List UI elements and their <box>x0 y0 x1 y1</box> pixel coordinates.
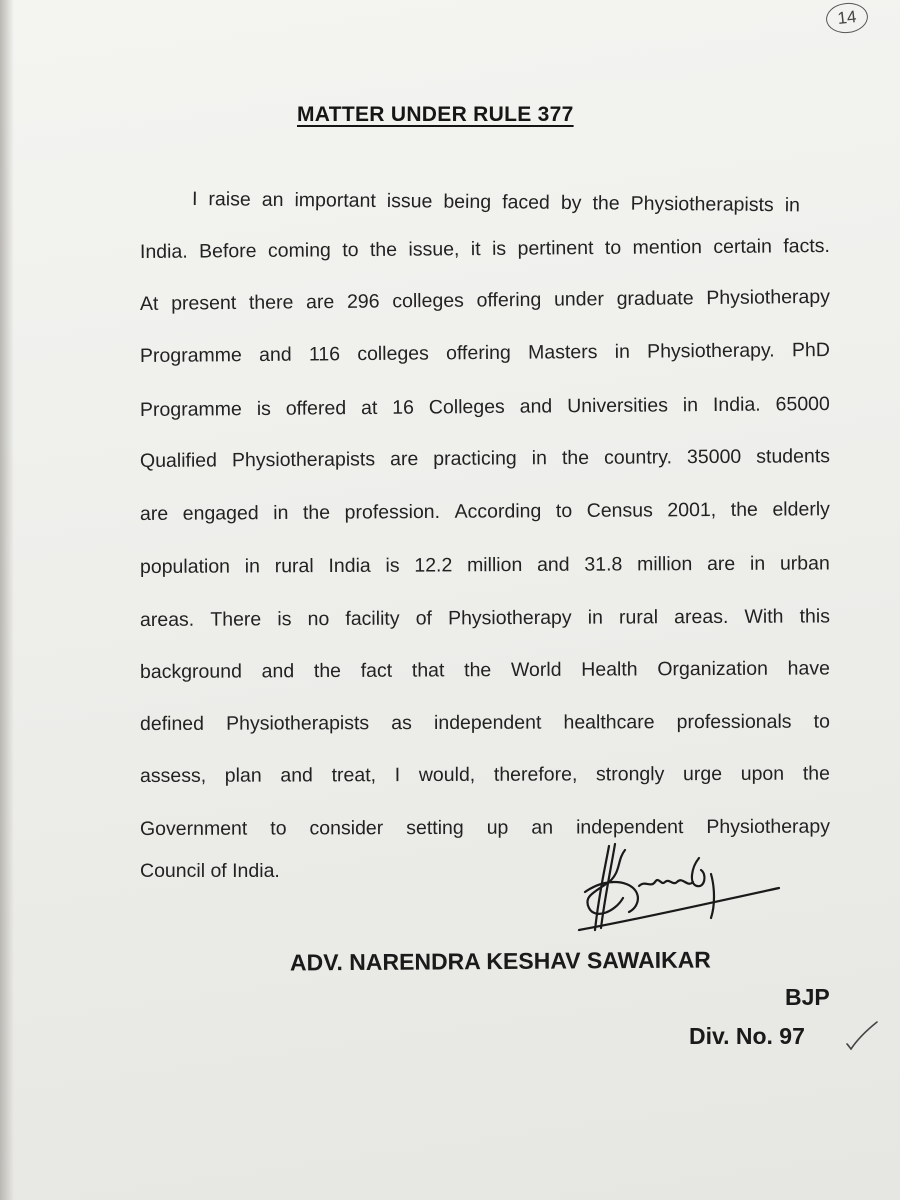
body-word: it <box>470 238 481 261</box>
body-word: is <box>277 608 292 631</box>
body-word: are <box>389 448 419 471</box>
body-word: Health <box>581 658 638 681</box>
body-word: elderly <box>772 498 830 521</box>
body-word: offering <box>476 288 542 312</box>
body-word: in <box>784 194 801 217</box>
body-word: India. <box>712 393 761 416</box>
body-word: there <box>248 291 294 314</box>
body-line <box>140 339 830 371</box>
body-word: population <box>139 555 231 578</box>
body-word: 31.8 <box>584 553 623 576</box>
body-word: Physiotherapy. <box>647 339 775 363</box>
body-word: mention <box>632 236 703 259</box>
body-word: PhD <box>791 338 830 362</box>
body-word: important <box>294 189 376 212</box>
body-word: are <box>139 502 169 525</box>
body-word: and <box>261 660 295 683</box>
body-word: Before <box>199 239 257 263</box>
signatory-name: ADV. NARENDRA KESHAV SAWAIKAR <box>289 946 711 976</box>
body-word: 16 <box>392 396 415 419</box>
body-word: colleges <box>357 342 429 366</box>
body-word: issue, <box>408 238 460 261</box>
body-word: independent <box>433 711 542 734</box>
body-word: an <box>261 188 284 211</box>
body-word: Organization <box>657 657 768 681</box>
body-word: profession. <box>344 500 441 524</box>
body-word: engaged <box>182 502 259 525</box>
body-word: and <box>280 764 313 787</box>
body-word: the <box>302 501 331 524</box>
division-number: Div. No. 97 <box>689 1023 805 1049</box>
body-word: and <box>536 553 570 576</box>
body-word: Census <box>586 499 653 522</box>
body-word: Programme <box>139 398 242 421</box>
body-word: therefore, <box>493 763 578 786</box>
body-line: Council of India. <box>140 860 280 882</box>
body-word: defined <box>139 712 205 735</box>
body-word: setting <box>406 816 464 840</box>
body-word: 2001, <box>667 498 717 522</box>
body-line <box>140 657 830 687</box>
body-word: fact <box>360 659 393 682</box>
body-word: that <box>411 659 445 682</box>
body-word: is <box>491 237 507 260</box>
body-word: consider <box>309 817 384 840</box>
body-word: According <box>454 500 542 523</box>
body-word: plan <box>224 764 262 787</box>
body-word: strongly <box>595 763 665 786</box>
body-word: upon <box>740 762 785 785</box>
body-word: treat, <box>331 764 377 787</box>
body-word: are <box>707 552 736 576</box>
body-word: no <box>307 608 330 631</box>
body-word: urge <box>682 762 723 786</box>
body-word: the <box>313 659 342 683</box>
body-word: India. <box>139 240 188 263</box>
body-word: colleges <box>392 289 464 313</box>
body-word: this <box>799 605 830 628</box>
body-line <box>140 552 830 582</box>
check-mark-icon <box>843 1018 879 1052</box>
body-line <box>140 711 830 739</box>
body-line <box>140 286 830 319</box>
body-word: in <box>749 552 766 575</box>
body-word: Physiotherapists <box>231 448 376 472</box>
body-word: to <box>813 710 830 733</box>
body-word: 65000 <box>775 392 830 416</box>
body-line <box>192 188 800 220</box>
body-word: certain <box>713 235 772 258</box>
body-word: is <box>385 554 400 577</box>
body-word: million <box>636 553 693 576</box>
body-word: assess, <box>139 764 207 787</box>
body-word: raise <box>208 188 251 211</box>
body-word: and <box>259 343 292 366</box>
body-word: Programme <box>139 344 242 367</box>
body-word: the <box>464 659 492 682</box>
body-word: Government <box>139 817 248 840</box>
body-word: in <box>682 394 699 417</box>
body-word: million <box>466 553 523 577</box>
body-word: urban <box>779 552 830 575</box>
body-word: as <box>391 712 412 735</box>
body-word: in <box>614 340 630 363</box>
body-word: the <box>802 762 830 785</box>
body-line <box>140 393 830 425</box>
body-word: graduate <box>616 287 694 311</box>
body-word: rural <box>274 555 314 578</box>
body-word: present <box>171 291 237 315</box>
body-word: Physiotherapy <box>706 285 831 310</box>
body-word: 35000 <box>686 445 742 469</box>
body-word: Physiotherapists <box>226 712 370 735</box>
body-word: Qualified <box>139 449 218 472</box>
body-word: in <box>244 555 260 578</box>
body-word: World <box>510 658 562 682</box>
body-word: At <box>139 292 159 315</box>
body-word: rural <box>618 606 659 629</box>
body-word: With <box>744 605 784 628</box>
body-word: healthcare <box>563 711 655 734</box>
body-word: an <box>531 816 554 839</box>
signatory-party: BJP <box>785 984 830 1010</box>
body-word: are <box>305 290 335 314</box>
body-word: of <box>415 607 432 630</box>
body-word: areas. <box>139 608 195 631</box>
body-word: to <box>342 239 359 262</box>
body-line <box>140 605 830 635</box>
body-word: being <box>443 190 492 214</box>
body-word: facility <box>345 607 400 630</box>
body-word: offering <box>445 341 511 365</box>
page-number: 14 <box>825 1 870 35</box>
body-word: 12.2 <box>414 554 453 577</box>
body-word: I <box>191 188 198 211</box>
body-word: background <box>139 660 242 683</box>
body-word: the <box>369 238 398 261</box>
body-word: is <box>256 397 271 420</box>
body-line <box>140 498 830 529</box>
body-word: I <box>394 764 401 787</box>
page-edge-shadow <box>0 0 14 1200</box>
body-word: Colleges <box>428 395 505 419</box>
body-line <box>140 235 830 267</box>
body-word: the <box>592 192 620 215</box>
body-word: areas. <box>674 605 729 629</box>
body-word: offered <box>285 397 347 420</box>
body-word: 296 <box>346 290 380 313</box>
document-title: MATTER UNDER RULE 377 <box>297 103 574 126</box>
body-word: independent <box>576 816 684 839</box>
body-word: pertinent <box>517 237 594 260</box>
body-word: Physiotherapy <box>447 606 572 630</box>
body-word: practicing <box>433 447 517 470</box>
body-word: in <box>587 606 603 629</box>
body-word: Physiotherapy <box>706 815 831 839</box>
body-word: up <box>486 816 509 839</box>
body-word: to <box>270 817 287 840</box>
body-word: Universities <box>567 394 669 418</box>
body-word: country. <box>603 446 673 469</box>
body-word: would, <box>418 763 476 787</box>
body-word: the <box>730 498 758 521</box>
body-word: at <box>360 396 378 420</box>
body-line <box>140 445 830 476</box>
body-word: faced <box>502 191 550 214</box>
body-word: in <box>273 501 289 525</box>
body-word: 116 <box>308 343 341 366</box>
body-word: and <box>519 395 553 418</box>
body-word: students <box>756 445 831 468</box>
body-word: facts. <box>783 234 830 258</box>
body-word: to <box>555 499 573 523</box>
body-word: Physiotherapists <box>630 192 774 217</box>
body-word: by <box>560 191 582 215</box>
body-word: Masters <box>527 341 598 364</box>
body-word: professionals <box>676 710 792 734</box>
body-word: the <box>561 446 590 470</box>
body-word: to <box>604 236 622 259</box>
body-word: There <box>210 608 262 631</box>
signature <box>565 838 785 938</box>
body-word: in <box>531 447 548 470</box>
body-word: issue <box>386 190 433 213</box>
body-word: have <box>787 657 830 680</box>
body-word: under <box>553 288 605 311</box>
body-word: India <box>328 554 371 578</box>
body-word: coming <box>267 239 331 262</box>
body-line <box>140 763 830 791</box>
